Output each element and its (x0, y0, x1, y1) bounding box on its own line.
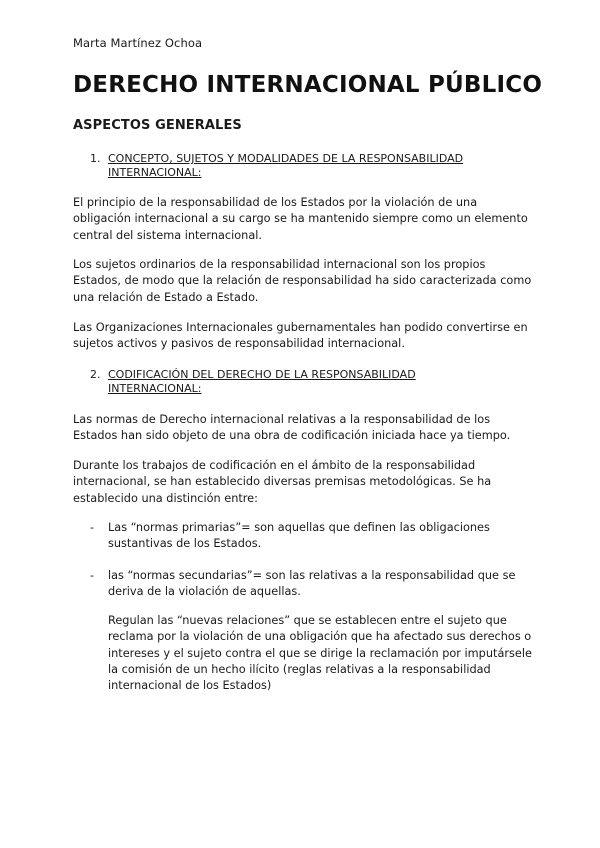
bullet-continuation-paragraph: Regulan las “nuevas relaciones” que se establecen entre el sujeto que reclama por la violación de una obligación que ha afectado sus derechos o intereses y el sujeto contra el que se dirige la reclamación por imputársele la comisión de un hecho ilícito (reglas relativas a la responsabilidad internacional de los Estados) (108, 614, 532, 693)
bullet-marker: - (90, 569, 95, 582)
numbered-heading-2 (90, 368, 490, 396)
paragraph-1: El principio de la responsabilidad de los Estados por la violación de una obligación internacional a su cargo se ha mantenido siempre como un elemento central del sistema internacional. (73, 196, 528, 242)
bullet-text: las “normas secundarias”= son las relativas a la responsabilidad que se deriva de la violación de aquellas. (108, 569, 516, 599)
bullet-item-2 (90, 568, 530, 601)
paragraph-5: Durante los trabajos de codificación en el ámbito de la responsabilidad internacional, se han establecido diversas premisas metodológicas. Se ha establecido una distinción entre: (73, 459, 492, 505)
heading-number: 1. (90, 152, 101, 165)
heading-text: CODIFICACIÓN DEL DERECHO DE LA RESPONSABILIDAD INTERNACIONAL: (108, 368, 416, 395)
numbered-heading-1 (90, 152, 490, 180)
paragraph-3: Las Organizaciones Internacionales gubernamentales han podido convertirse en sujetos activos y pasivos de responsabilidad internacional. (73, 321, 528, 351)
heading-number: 2. (90, 368, 101, 381)
heading-text: CONCEPTO, SUJETOS Y MODALIDADES DE LA RESPONSABILIDAD INTERNACIONAL: (108, 152, 464, 179)
bullet-marker: - (90, 521, 95, 534)
author-name: Marta Martínez Ochoa (73, 36, 203, 50)
bullet-text: Las “normas primarias”= son aquellas que definen las obligaciones sustantivas de los Estados. (108, 521, 490, 551)
document-title: DERECHO INTERNACIONAL PÚBLICO (73, 72, 543, 98)
paragraph-4: Las normas de Derecho internacional relativas a la responsabilidad de los Estados han sido objeto de una obra de codificación iniciada hace ya tiempo. (73, 413, 511, 443)
section-title: ASPECTOS GENERALES (73, 118, 242, 133)
paragraph-2: Los sujetos ordinarios de la responsabilidad internacional son los propios Estados, de modo que la relación de responsabilidad ha sido caracterizada como una relación de Estado a Estado. (73, 258, 532, 304)
bullet-item-1 (90, 520, 530, 553)
